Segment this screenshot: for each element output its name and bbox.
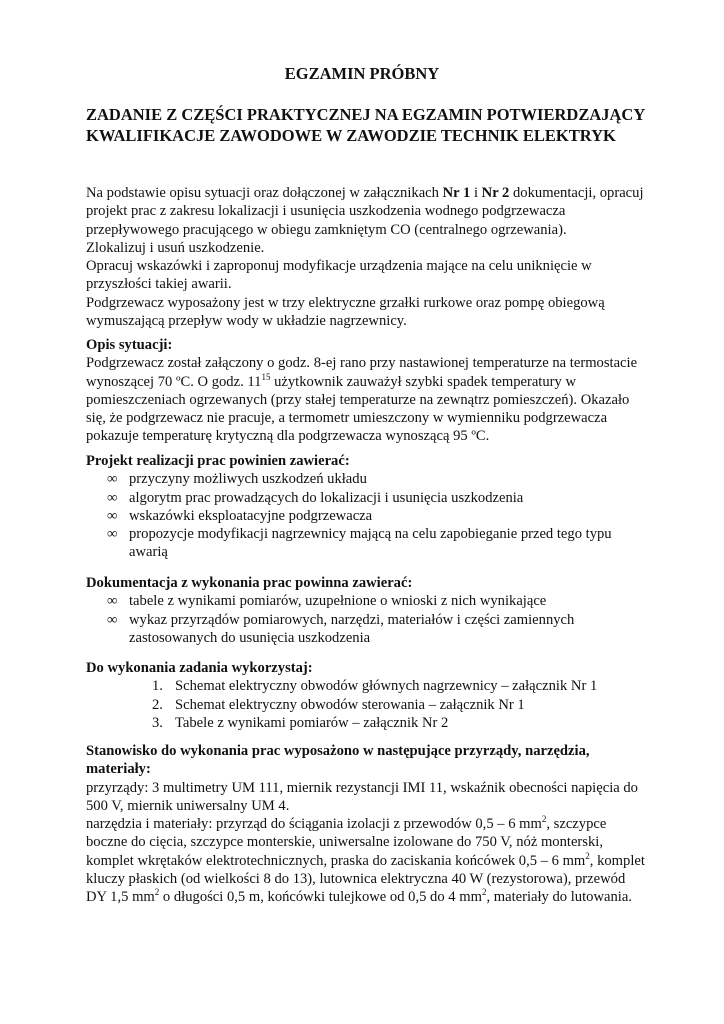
instruments-text: przyrządy: 3 multimetry UM 111, miernik rezystancji IMI 11, wskaźnik obecności napięcia do 500 V, miernik uniwersalny UM 4. (86, 779, 638, 814)
project-header: Projekt realizacji prac powinien zawierać: (86, 453, 350, 469)
situation-section (86, 336, 646, 446)
infinity-bullet-icon: ∞ (107, 507, 118, 524)
situation-header: Opis sytuacji: (86, 337, 173, 353)
infinity-bullet-icon: ∞ (107, 526, 118, 543)
intro-line-guidance: Opracuj wskazówki i zaproponuj modyfikacje urządzenia mające na celu uniknięcie w przyszłości takiej awarii. (86, 258, 592, 293)
documentation-section (86, 574, 646, 647)
situation-text: Podgrzewacz został załączony o godz. 8-ej rano przy nastawionej temperaturze na termostacie wynoszącej 70 ºC. O godz. $11^{15}$ użytkownik zauważył szybki spadek temperatury w pomieszczeniach ogrzewanych (przy stałej temperaturze na zewnątrz pomieszczeń). Okazało się, że podgrzewacz nie pracuje, a termometr umieszczony w wymienniku podgrzewacza pokazuje temperaturę krytyczną dla podgrzewacza wynoszącą 95 ºC. (86, 355, 638, 445)
page-title: EGZAMIN PRÓBNY (284, 64, 440, 83)
task-title: ZADANIE Z CZĘŚCI PRAKTYCZNEJ NA EGZAMIN POTWIERDZAJĄCY KWALIFIKACJE ZAWODOWE W ZAWODZIE TECHNIK ELEKTRYK (86, 105, 645, 145)
intro-paragraph: Na podstawie opisu sytuacji oraz dołączonej w załącznikach Nr 1 i Nr 2 dokumentacji, opracuj projekt prac z zakresu lokalizacji i usunięcia uszkodzenia wodnego podgrzewacza przepływowego pracującego w obiegu zamkniętym CO (centralnego ogrzewania). (86, 185, 644, 238)
list-item: ∞ przyczyny możliwych uszkodzeń układu (107, 471, 367, 488)
intro-line-equipment: Podgrzewacz wyposażony jest w trzy elektryczne grzałki rurkowe oraz pompę obiegową wymuszającą przepływ wody w układzie nagrzewnicy. (86, 294, 605, 330)
infinity-bullet-icon: ∞ (107, 611, 118, 628)
station-header: Stanowisko do wykonania prac wyposażono w następujące przyrządy, narzędzia, materiały: (86, 743, 590, 778)
documentation-header: Dokumentacja z wykonania prac powinna zawierać: (86, 575, 413, 591)
list-item: 2. Schemat elektryczny obwodów sterowania – załącznik Nr 1 (152, 696, 525, 713)
infinity-bullet-icon: ∞ (107, 471, 118, 488)
intro-line-locate: Zlokalizuj i usuń uszkodzenie. (86, 239, 265, 256)
infinity-bullet-icon: ∞ (107, 593, 118, 610)
documentation-list (86, 592, 646, 647)
use-header: Do wykonania zadania wykorzystaj: (86, 660, 313, 676)
station-section (86, 742, 646, 907)
list-item: ∞ wskazówki eksploatacyjne podgrzewacza (107, 507, 373, 524)
tools-text: narzędzia i materiały: przyrząd do ściągania izolacji z przewodów 0,5 – 6 $mm^2$, szczypce boczne do cięcia, szczypce monterskie, uniwersalne izolowane do 750 V, nóż monterski, komplet wkrętaków elektrotechnicznych, praska do zaciskania końcówek 0,5 – 6 $mm^2$, komplet kluczy płaskich (od wielkości 8 do 13), lutownica elektryczna 40 W (rezystorowa), przewód DY 1,5 $mm^2$ o długości 0,5 m, końcówki tulejkowe od 0,5 do 4 $mm^2$, materiały do lutowania. (86, 814, 645, 906)
use-list (86, 677, 646, 732)
project-list (86, 470, 646, 561)
intro-section (86, 184, 646, 330)
list-item: 1. Schemat elektryczny obwodów głównych nagrzewnicy – załącznik Nr 1 (152, 678, 598, 695)
list-item: ∞ tabele z wynikami pomiarów, uzupełnione o wnioski z nich wynikające (107, 593, 547, 610)
use-section (86, 659, 646, 732)
list-item: 3. Tabele z wynikami pomiarów – załącznik Nr 2 (152, 714, 449, 731)
list-item: ∞ wykaz przyrządów pomiarowych, narzędzi, materiałów i części zamiennych zastosowanych do usunięcia uszkodzenia (107, 611, 575, 646)
infinity-bullet-icon: ∞ (107, 489, 118, 506)
project-section (86, 452, 646, 562)
list-item: ∞ propozycje modyfikacji nagrzewnicy mającą na celu zapobieganie przed tego typu awarią (107, 526, 612, 561)
list-item: ∞ algorytm prac prowadzących do lokalizacji i usunięcia uszkodzenia (107, 489, 524, 506)
